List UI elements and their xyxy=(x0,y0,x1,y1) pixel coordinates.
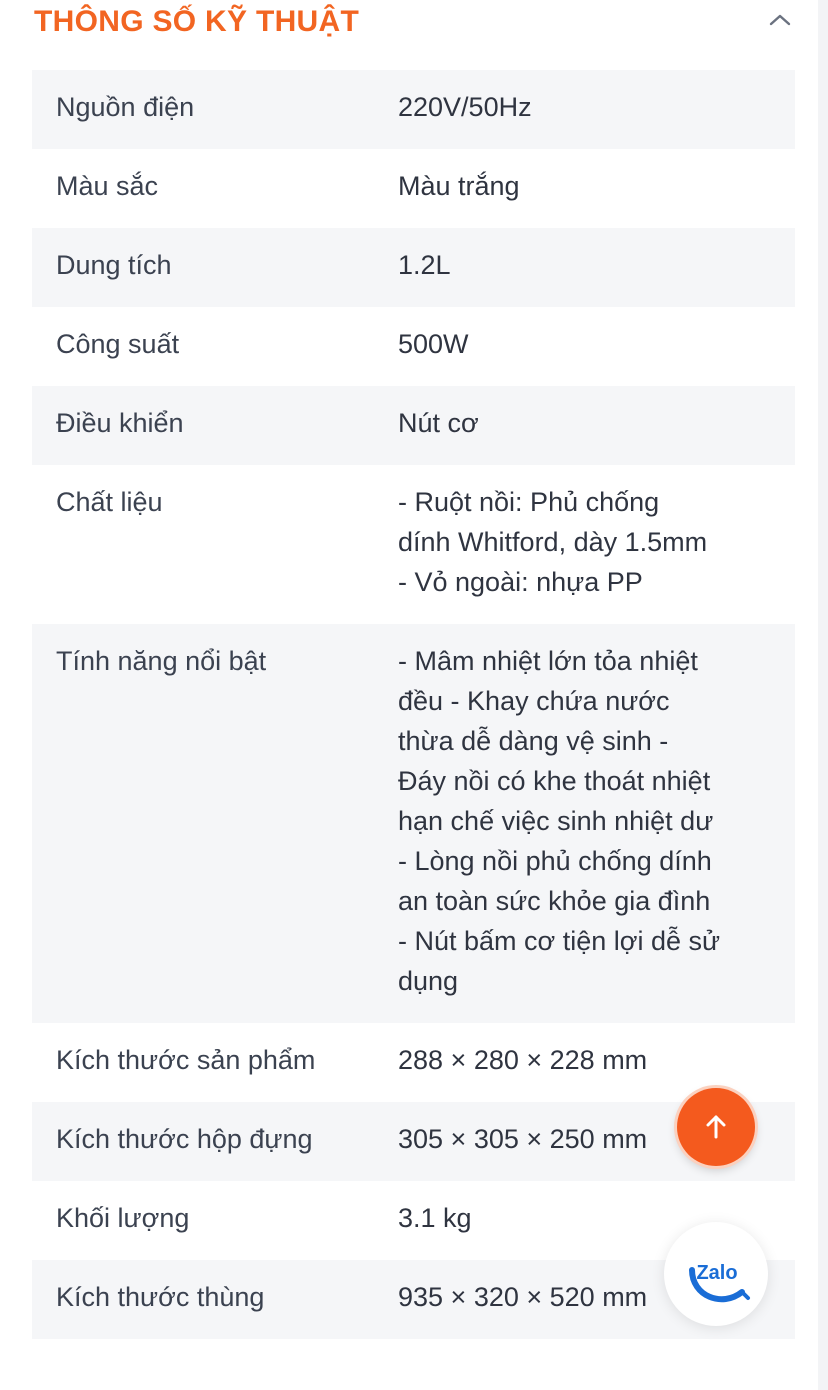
spec-value: - Mâm nhiệt lớn tỏa nhiệt đều - Khay chứa nước thừa dễ dàng vệ sinh - Đáy nồi có khe thoát nhiệt hạn chế việc sinh nhiệt dư - Lòng nồi phủ chống dính an toàn sức khỏe gia đình - Nút bấm cơ tiện lợi dễ sử dụng xyxy=(398,646,721,996)
spec-value: 3.1 kg xyxy=(398,1203,472,1233)
spec-row-color xyxy=(32,149,795,228)
spec-label: Nguồn điện xyxy=(56,92,195,122)
section-title: THÔNG SỐ KỸ THUẬT xyxy=(34,5,360,38)
scrollbar[interactable] xyxy=(818,0,828,1390)
spec-label: Kích thước thùng xyxy=(56,1282,265,1312)
scroll-to-top-button[interactable] xyxy=(677,1088,755,1166)
zalo-chat-button[interactable] xyxy=(664,1222,768,1326)
spec-row-power-source xyxy=(32,70,795,149)
spec-label: Công suất xyxy=(56,329,180,359)
spec-row-capacity xyxy=(32,228,795,307)
spec-row-control xyxy=(32,386,795,465)
spec-label: Dung tích xyxy=(56,250,172,280)
spec-label: Chất liệu xyxy=(56,487,163,517)
spec-row-material xyxy=(32,465,795,624)
spec-row-power xyxy=(32,307,795,386)
zalo-label: Zalo xyxy=(696,1262,738,1284)
spec-value: 1.2L xyxy=(398,250,451,280)
spec-label: Kích thước sản phẩm xyxy=(56,1045,316,1075)
spec-value: 935 × 320 × 520 mm xyxy=(398,1282,648,1312)
zalo-icon xyxy=(678,1236,754,1312)
spec-label: Kích thước hộp đựng xyxy=(56,1124,313,1154)
chevron-up-icon xyxy=(768,12,792,28)
spec-value: Màu trắng xyxy=(398,171,520,201)
spec-label: Điều khiển xyxy=(56,408,184,438)
spec-value: 220V/50Hz xyxy=(398,92,532,122)
specs-section-header[interactable] xyxy=(0,0,818,44)
spec-label: Tính năng nổi bật xyxy=(56,646,267,676)
collapse-button[interactable] xyxy=(764,4,796,36)
spec-value: 305 × 305 × 250 mm xyxy=(398,1124,648,1154)
spec-value: 500W xyxy=(398,329,469,359)
spec-row-features xyxy=(32,624,795,1023)
spec-label: Khối lượng xyxy=(56,1203,190,1233)
spec-value: Nút cơ xyxy=(398,408,479,438)
spec-value: 288 × 280 × 228 mm xyxy=(398,1045,648,1075)
spec-label: Màu sắc xyxy=(56,171,159,201)
arrow-up-icon xyxy=(701,1112,731,1142)
spec-table xyxy=(32,70,795,1339)
spec-value: - Ruột nồi: Phủ chống dính Whitford, dày 1.5mm - Vỏ ngoài: nhựa PP xyxy=(398,487,708,597)
spec-row-product-size xyxy=(32,1023,795,1102)
